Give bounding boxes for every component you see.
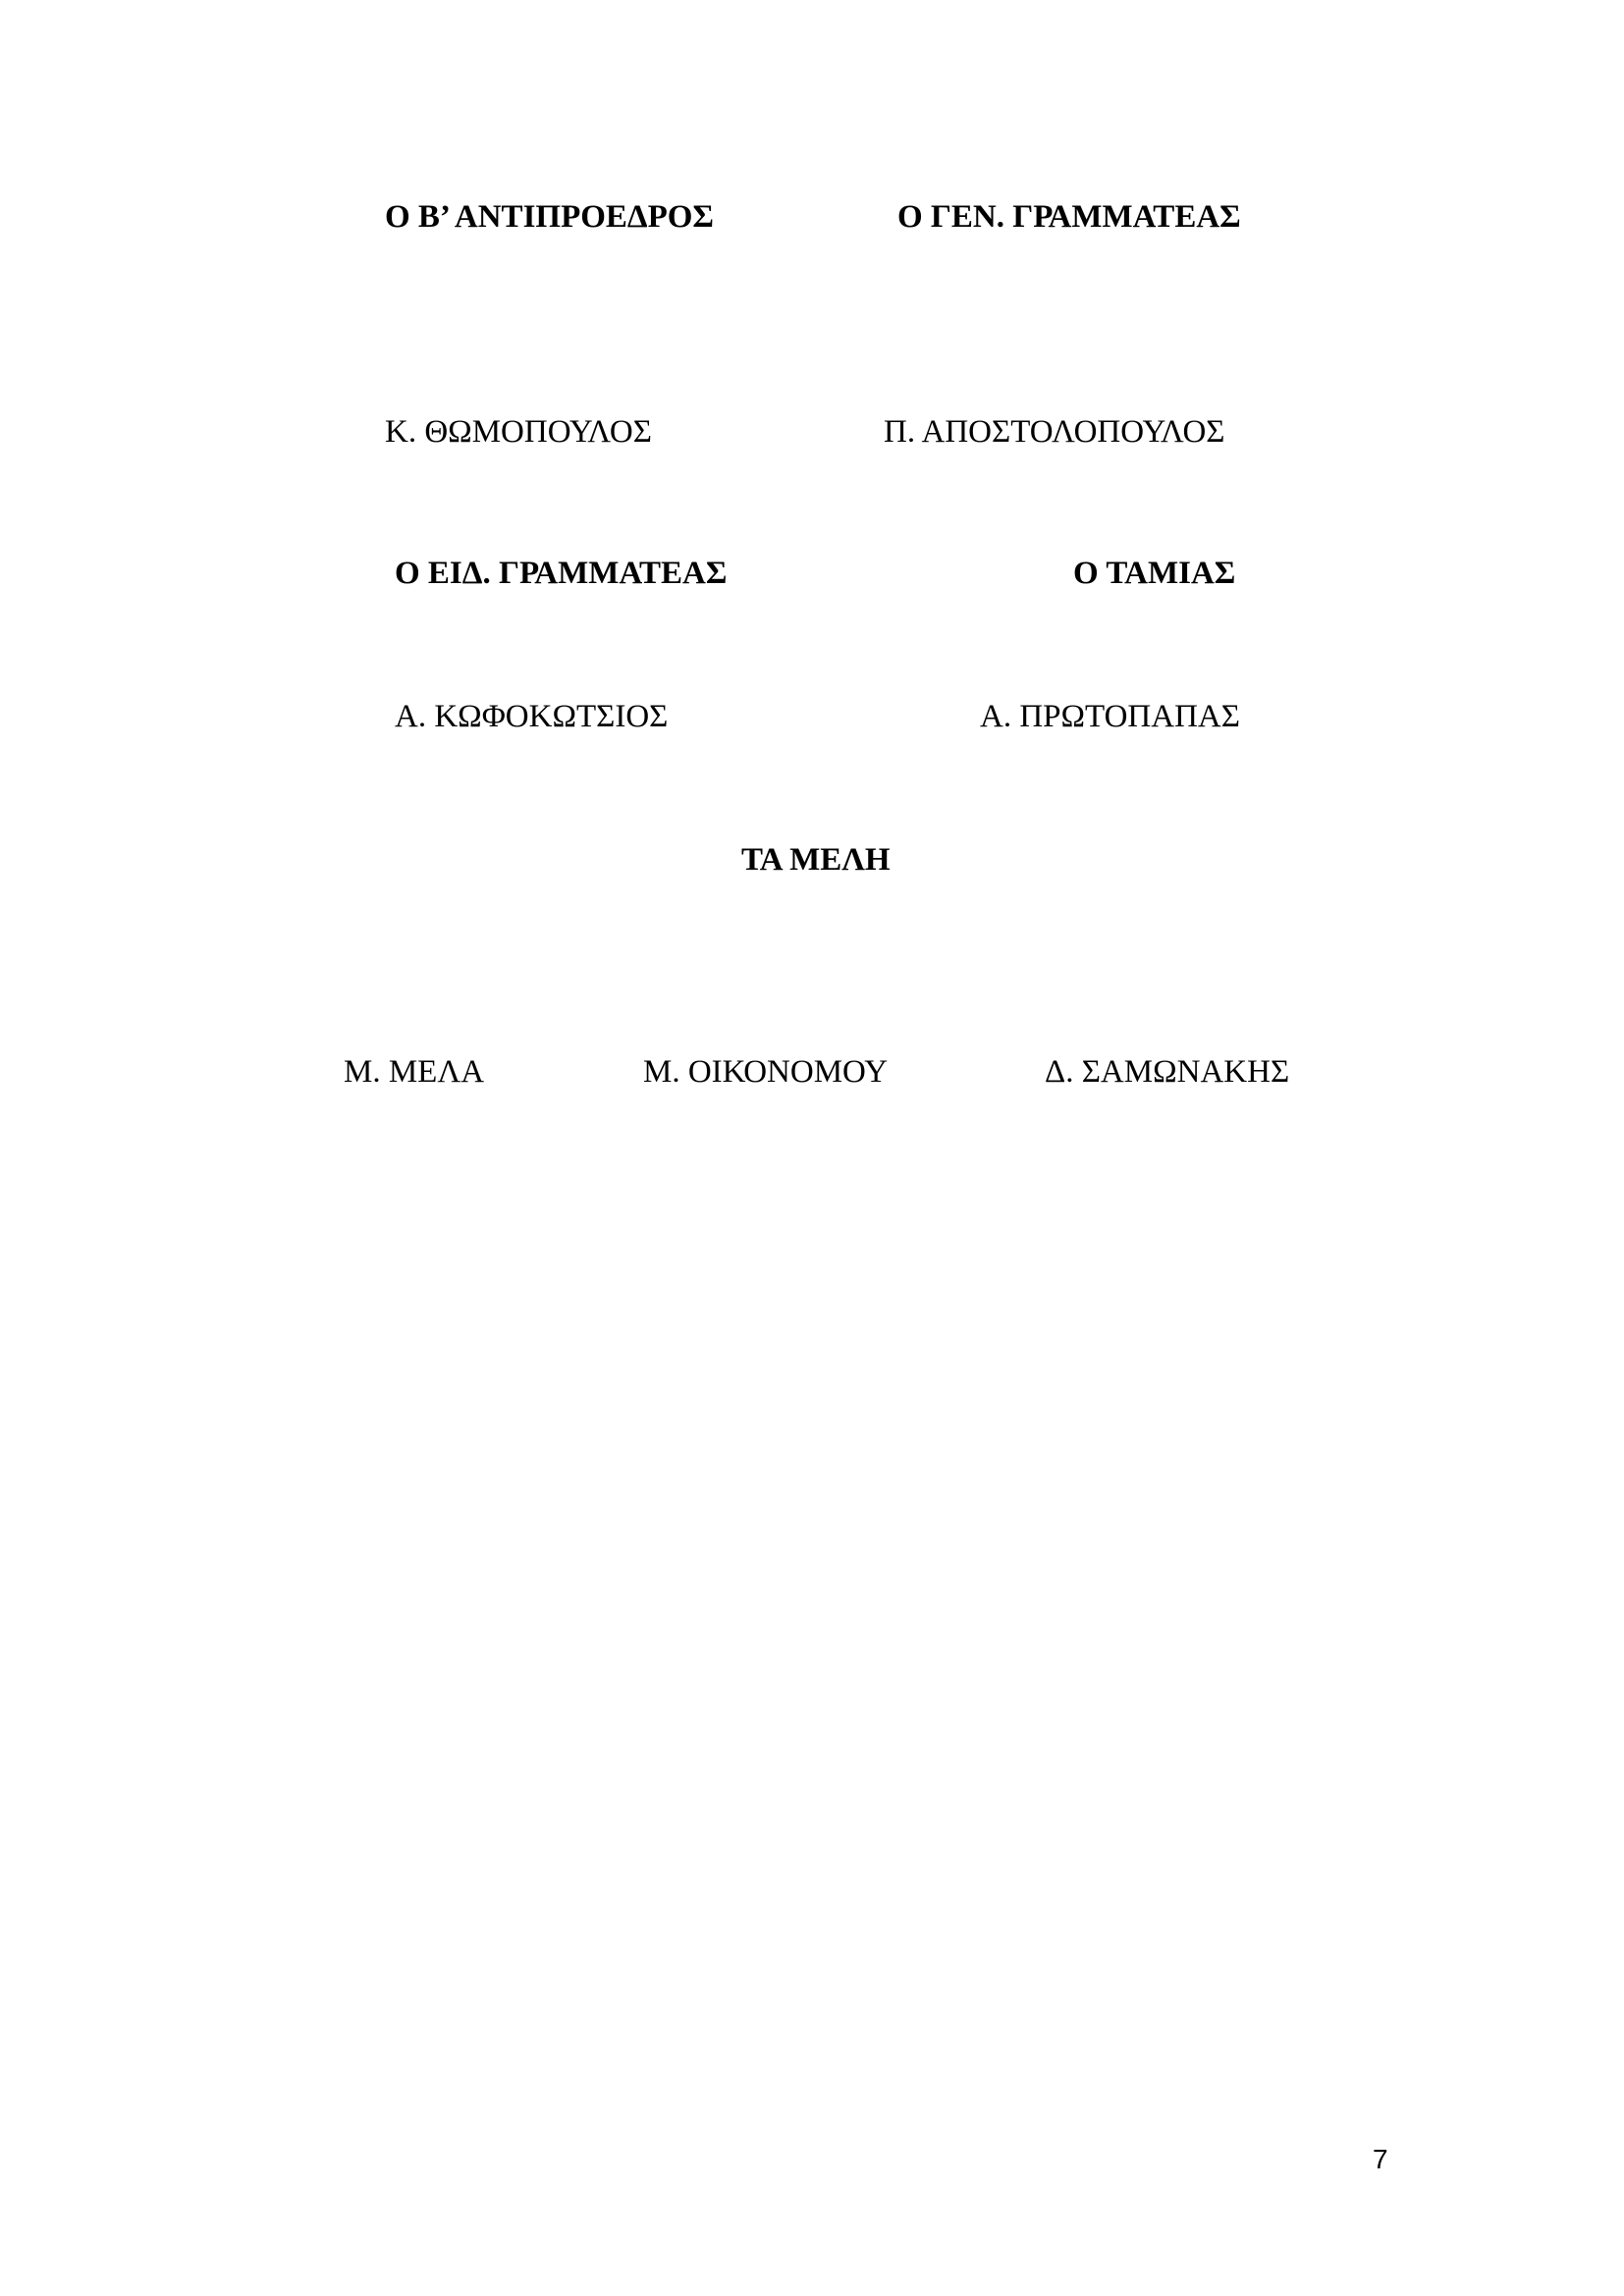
page-number: 7 bbox=[1373, 2144, 1388, 2174]
treasurer-name: Α. ΠΡΩΤΟΠΑΠΑΣ bbox=[980, 699, 1240, 734]
general-secretary-title: Ο ΓΕΝ. ΓΡΑΜΜΑΤΕΑΣ bbox=[897, 199, 1241, 235]
special-secretary-title: Ο ΕΙΔ. ΓΡΑΜΜΑΤΕΑΣ bbox=[395, 556, 728, 591]
vice-president-title: Ο Β’ ΑΝΤΙΠΡΟΕΔΡΟΣ bbox=[385, 199, 715, 235]
treasurer-title: Ο ΤΑΜΙΑΣ bbox=[1073, 556, 1236, 591]
member-name-1: Μ. ΜΕΛΑ bbox=[344, 1054, 485, 1090]
member-name-3: Δ. ΣΑΜΩΝΑΚΗΣ bbox=[1045, 1054, 1290, 1090]
vice-president-name: Κ. ΘΩΜΟΠΟΥΛΟΣ bbox=[385, 414, 652, 450]
general-secretary-name: Π. ΑΠΟΣΤΟΛΟΠΟΥΛΟΣ bbox=[884, 414, 1225, 450]
member-name-2: Μ. ΟΙΚΟΝΟΜΟΥ bbox=[643, 1054, 889, 1090]
special-secretary-name: Α. ΚΩΦΟΚΩΤΣΙΟΣ bbox=[395, 699, 669, 734]
members-title: ΤΑ ΜΕΛΗ bbox=[741, 842, 891, 878]
